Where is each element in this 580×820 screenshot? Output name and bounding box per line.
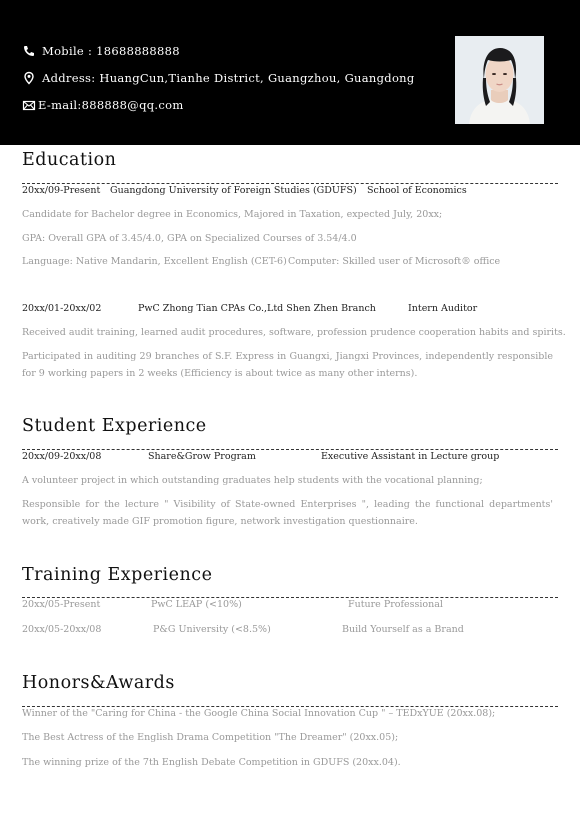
training-row-title: Future Professional: [348, 599, 443, 610]
internship-description: Participated in auditing 29 branches of S.F. Express in Guangxi, Jiangxi Provinces, independently responsible for 9 working papers in 2 weeks (Efficiency is about twice as many other interns).: [22, 351, 553, 379]
education-computer: Computer: Skilled user of Microsoft® office: [288, 256, 501, 267]
student-summary: A volunteer project in which outstanding graduates help students with the vocational planning;: [22, 475, 483, 486]
internship-role: Intern Auditor: [408, 303, 478, 314]
address-text: Address: HuangCun,Tianhe District, Guangzhou, Guangdong: [42, 71, 415, 85]
location-pin-icon: [22, 71, 36, 85]
address-row: [22, 71, 415, 85]
profile-photo: [455, 36, 544, 124]
award-item: Winner of the "Caring for China - the Google China Social Innovation Cup " – TEDxYUE (20xx.08);: [22, 708, 496, 719]
student-date: 20xx/09-20xx/08: [22, 451, 102, 462]
education-degree: Candidate for Bachelor degree in Economics, Majored in Taxation, expected July, 20xx;: [22, 209, 443, 220]
training-experience-divider: [22, 597, 558, 598]
honors-awards-title: Honors&Awards: [22, 673, 175, 693]
training-row-date: 20xx/05-Present: [22, 599, 101, 610]
email-text: E-mail:888888@qq.com: [38, 98, 184, 112]
award-item: The winning prize of the 7th English Debate Competition in GDUFS (20xx.04).: [22, 757, 401, 768]
education-date: 20xx/09-Present: [22, 185, 101, 196]
internship-date: 20xx/01-20xx/02: [22, 303, 102, 314]
phone-icon: [22, 44, 36, 58]
training-row-title: Build Yourself as a Brand: [342, 624, 464, 635]
internship-training: Received audit training, learned audit procedures, software, profession prudence cooperation habits and spirits.: [22, 327, 566, 338]
education-language: Language: Native Mandarin, Excellent English (CET-6): [22, 256, 287, 267]
award-item: The Best Actress of the English Drama Competition "The Dreamer" (20xx.05);: [22, 732, 399, 743]
internship-company: PwC Zhong Tian CPAs Co.,Ltd Shen Zhen Branch: [138, 303, 376, 314]
student-description: Responsible for the lecture " Visibility of State-owned Enterprises ", leading the functional departments' work, creatively made GIF promotion figure, network investigation questionnaire.: [22, 499, 553, 527]
mobile-row: [22, 44, 180, 58]
education-school: Guangdong University of Foreign Studies (GDUFS): [110, 185, 357, 196]
header-banner: [0, 0, 580, 145]
student-experience-title: Student Experience: [22, 416, 207, 436]
training-experience-title: Training Experience: [22, 565, 213, 585]
education-department: School of Economics: [367, 185, 467, 196]
mobile-text: Mobile : 18688888888: [42, 44, 180, 58]
email-row: [22, 98, 184, 112]
training-row-date: 20xx/05-20xx/08: [22, 624, 102, 635]
education-divider: [22, 183, 558, 184]
training-row-program: P&G University (<8.5%): [153, 624, 271, 635]
honors-awards-divider: [22, 706, 558, 707]
envelope-icon: [22, 98, 36, 112]
education-gpa: GPA: Overall GPA of 3.45/4.0, GPA on Specialized Courses of 3.54/4.0: [22, 233, 357, 244]
student-role: Executive Assistant in Lecture group: [321, 451, 500, 462]
student-experience-divider: [22, 449, 558, 450]
student-program: Share&Grow Program: [148, 451, 256, 462]
training-row-program: PwC LEAP (<10%): [151, 599, 242, 610]
education-title: Education: [22, 150, 117, 170]
